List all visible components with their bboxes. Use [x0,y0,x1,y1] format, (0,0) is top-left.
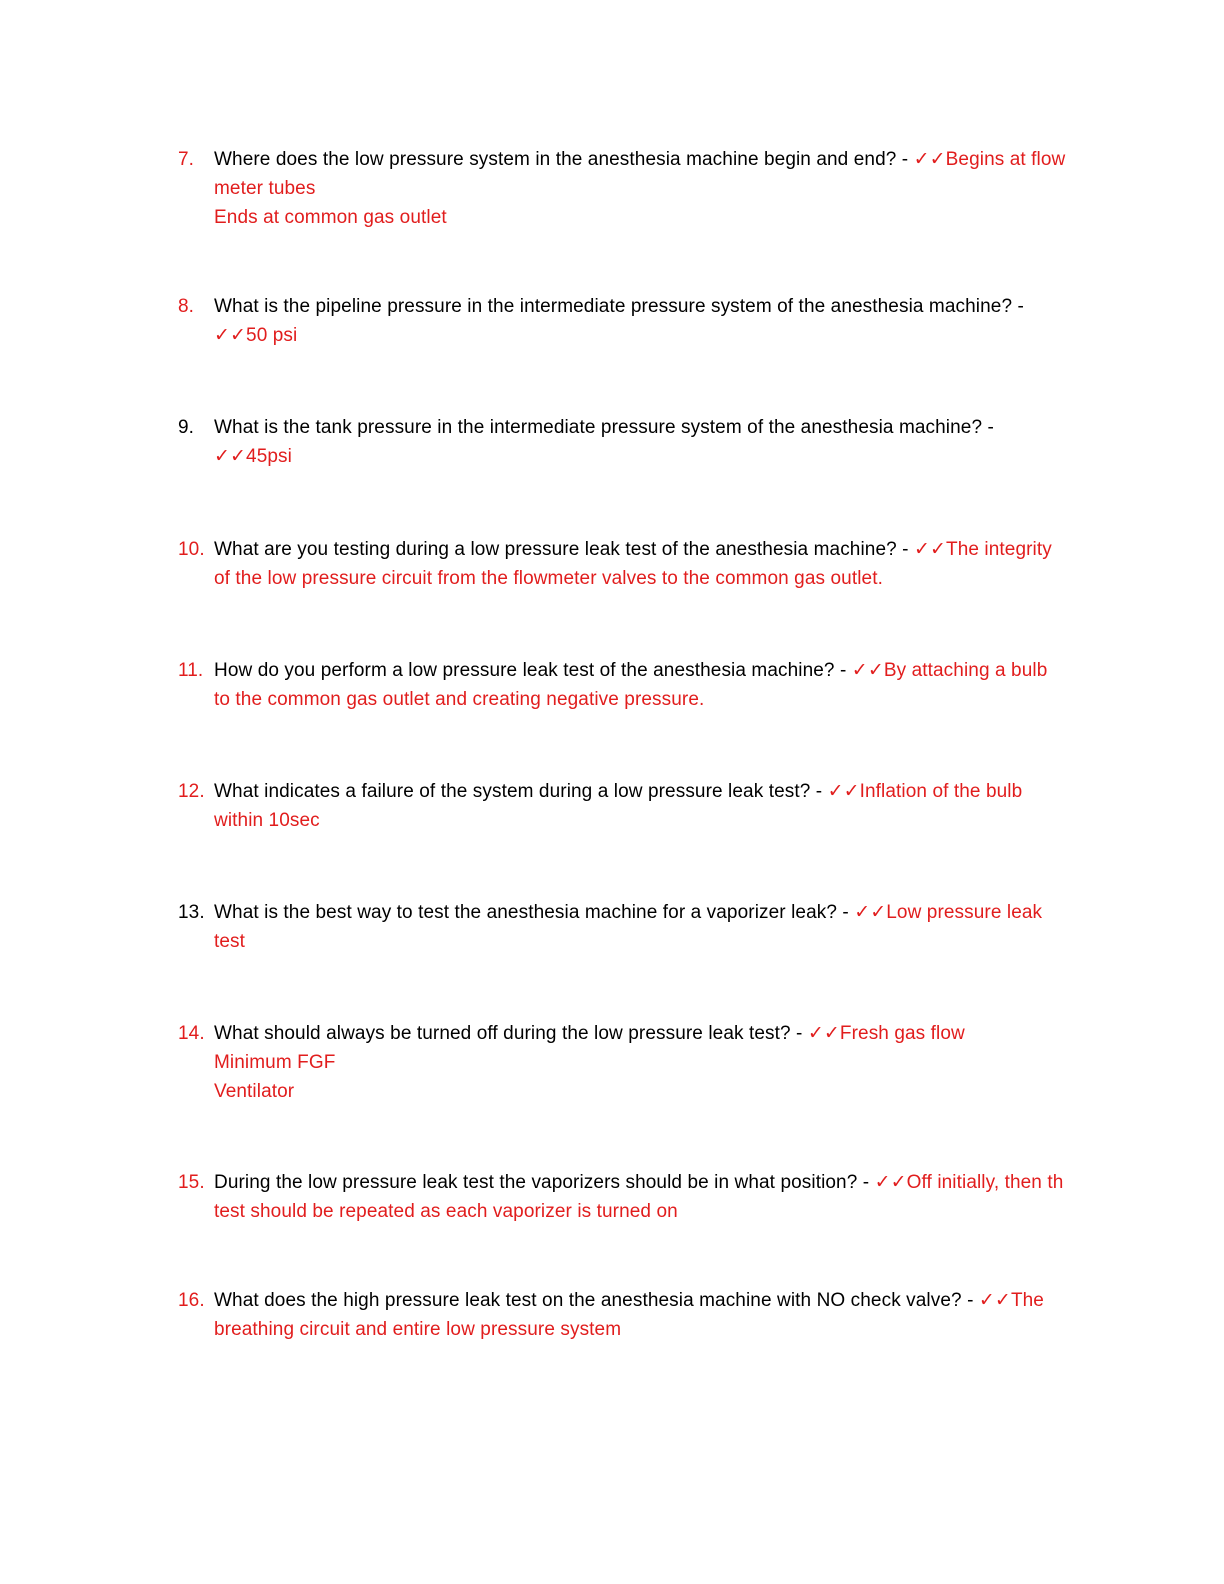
qa-item-12 [178,777,1078,835]
question-text: How do you perform a low pressure leak test of the anesthesia machine? - [214,660,852,681]
answer-extra-line: Minimum FGF [214,1052,336,1073]
qa-item-9 [178,413,1078,471]
double-check-icon: ✓✓ [214,324,247,346]
question-text: What should always be turned off during the low pressure leak test? - [214,1023,808,1044]
question-text: What is the tank pressure in the intermediate pressure system of the anesthesia machine? - [214,417,994,438]
qa-item-7 [178,145,1078,232]
item-body [214,292,1066,350]
qa-item-16 [178,1286,1078,1344]
answer-text: The breathing circuit and entire low pressure system [214,1290,1044,1340]
item-body [214,777,1066,835]
double-check-icon: ✓✓ [214,445,247,467]
qa-item-8 [178,292,1078,350]
item-body [214,1168,1066,1226]
item-number: 14. [178,1023,205,1044]
answer-text: 45psi [246,446,292,467]
answer-text: Fresh gas flow [839,1023,965,1044]
double-check-icon: ✓✓ [913,538,947,560]
item-number: 13. [178,902,205,923]
double-check-icon: ✓✓ [978,1289,1011,1311]
double-check-icon: ✓✓ [913,148,946,170]
answer-text: Begins at flow meter tubes [214,149,1066,199]
item-body [214,1286,1066,1344]
item-number: 9. [178,417,195,438]
question-text: What are you testing during a low pressure leak test of the anesthesia machine? - [214,539,914,560]
answer-text: Inflation of the bulb within 10sec [214,781,1023,831]
answer-text: The integrity of the low pressure circuit from the flowmeter valves to the common gas outlet. [214,539,1052,589]
item-body [214,413,1066,471]
item-number: 16. [178,1290,205,1311]
answer-extra-line: Ends at common gas outlet [214,207,447,228]
question-text: What does the high pressure leak test on the anesthesia machine with NO check valve? - [214,1290,979,1311]
item-body [214,1019,1066,1106]
item-number: 12. [178,781,205,802]
question-text: Where does the low pressure system in the anesthesia machine begin and end? - [214,149,914,170]
question-text: What is the best way to test the anesthesia machine for a vaporizer leak? - [214,902,855,923]
item-number: 10. [178,539,205,560]
question-text: During the low pressure leak test the vaporizers should be in what position? - [214,1172,875,1193]
qa-item-13 [178,898,1078,956]
answer-extra-line: Ventilator [214,1081,295,1102]
question-text: What is the pipeline pressure in the intermediate pressure system of the anesthesia machine? - [214,296,1024,317]
answer-text: 50 psi [246,325,298,346]
item-number: 15. [178,1172,205,1193]
item-body [214,145,1066,232]
qa-item-11 [178,656,1078,714]
item-body [214,535,1066,593]
double-check-icon: ✓✓ [807,1022,840,1044]
item-body [214,898,1066,956]
item-number: 7. [178,149,195,170]
answer-text: Off initially, then th test should be repeated as each vaporizer is turned on [214,1172,1064,1222]
qa-item-14 [178,1019,1078,1106]
double-check-icon: ✓✓ [851,659,884,681]
double-check-icon: ✓✓ [827,780,860,802]
double-check-icon: ✓✓ [854,901,887,923]
item-body [214,656,1066,714]
answer-text: By attaching a bulb to the common gas outlet and creating negative pressure. [214,660,1048,710]
question-text: What indicates a failure of the system during a low pressure leak test? - [214,781,828,802]
qa-item-10 [178,535,1078,593]
item-number: 11. [178,660,204,681]
qa-item-15 [178,1168,1078,1226]
answer-text: Low pressure leak test [214,902,1043,952]
double-check-icon: ✓✓ [874,1171,907,1193]
item-number: 8. [178,296,195,317]
